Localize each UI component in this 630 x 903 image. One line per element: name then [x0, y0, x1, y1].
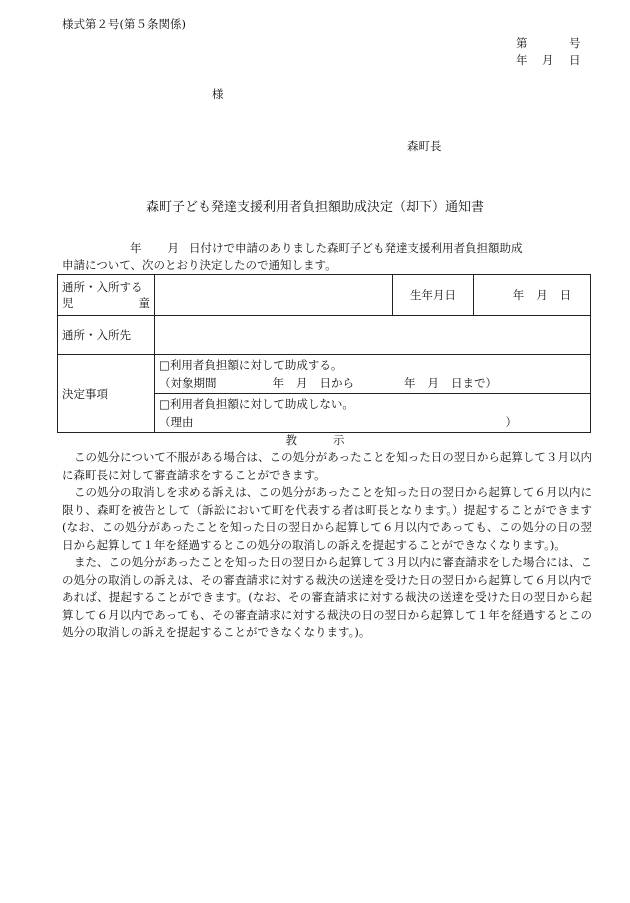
period-end-year: 年 [404, 376, 416, 390]
instruction-heading [0, 432, 630, 448]
dob-day: 日 [559, 288, 572, 302]
issue-date-day: 日 [569, 53, 581, 67]
form-number: 様式第２号(第５条関係) [62, 17, 186, 31]
reason-close: ） [505, 415, 517, 429]
document-title: 森町子ども発達支援利用者負担額助成決定（却下）通知書 [145, 200, 484, 215]
document-number-suffix: 号 [569, 36, 581, 50]
issuer-name: 森町長 [407, 139, 442, 153]
dob-year: 年 [512, 288, 525, 302]
dob-label: 生年月日 [393, 275, 474, 316]
dob-month: 月 [536, 288, 548, 302]
period-end-day: 日まで） [451, 376, 497, 390]
intro-text [62, 240, 592, 274]
issue-date-year: 年 [516, 53, 528, 67]
deny-option[interactable]: □利用者負担額に対して助成しない。 [159, 397, 354, 411]
intro-line-1: 日付けで申請のありました森町子ども発達支援利用者負担額助成 [189, 241, 523, 255]
instruction-body [62, 449, 592, 642]
child-label-line-1: 通所・入所する [62, 280, 143, 294]
instruction-heading-char-2: 示 [333, 433, 345, 447]
reason-open: （理由 [159, 415, 194, 429]
intro-month: 月 [167, 241, 179, 255]
facility-label: 通所・入所先 [58, 316, 155, 355]
period-start-day: 日から [319, 376, 354, 390]
reason-line [159, 413, 586, 431]
period-end-month: 月 [427, 376, 439, 390]
child-label [58, 275, 155, 316]
child-label-line-2 [62, 295, 150, 311]
intro-line-2: 申請について、次のとおり決定したので通知します。 [62, 258, 337, 272]
period-line [159, 374, 586, 392]
decision-options [155, 355, 591, 433]
decision-label: 決定事項 [58, 355, 155, 433]
instruction-heading-char-1: 教 [285, 433, 297, 447]
instruction-paragraph-3: また、この処分があったことを知った日の翌日から起算して３月以内に審査請求をした場合には、この処分の取消しの訴えは、その審査請求に対する裁決の送達を受けた日の翌日から起算して６月以内であれば、提起することができます。(なお、その審査請求に対する裁決の送達を受けた日の翌日から起算して６月以内であっても、その審査請求に対する裁決の日の翌日から起算して１年を経過するとこの処分の取消しの訴えを提起することができなくなります。)。 [62, 555, 592, 639]
grant-option[interactable]: □利用者負担額に対して助成する。 [159, 358, 343, 372]
decision-table [57, 274, 591, 433]
issue-date-month: 月 [542, 53, 554, 67]
period-open: （対象期間 [159, 376, 217, 390]
period-start-month: 月 [296, 376, 308, 390]
facility-field[interactable] [155, 316, 591, 355]
intro-year: 年 [130, 241, 142, 255]
instruction-paragraph-2: この処分の取消しを求める訴えは、この処分があったことを知った日の翌日から起算して６月以内に限り、森町を被告として（訴訟において町を代表する者は町長となります。）提起することができます(なお、この処分があったことを知った日の翌日から起算して６月以内であっても、この処分の日の翌日から起算して１年を経過するとこの処分の取消しの訴えを提起することができなくなります。)。 [62, 485, 592, 552]
period-start-year: 年 [272, 376, 284, 390]
table-row-decision [58, 355, 591, 433]
grant-block [155, 355, 590, 394]
addressee-honorific: 様 [212, 87, 224, 101]
table-row-facility [58, 316, 591, 355]
child-label-char-1: 児 [62, 296, 74, 310]
table-row-child [58, 275, 591, 316]
dob-field[interactable] [474, 275, 591, 316]
document-number-prefix: 第 [516, 36, 528, 50]
deny-block [155, 394, 590, 432]
child-name-field[interactable] [155, 275, 393, 316]
instruction-paragraph-1: この処分について不服がある場合は、この処分があったことを知った日の翌日から起算して３月以内に森町長に対して審査請求をすることができます。 [62, 450, 592, 482]
child-label-char-2: 童 [138, 296, 150, 310]
